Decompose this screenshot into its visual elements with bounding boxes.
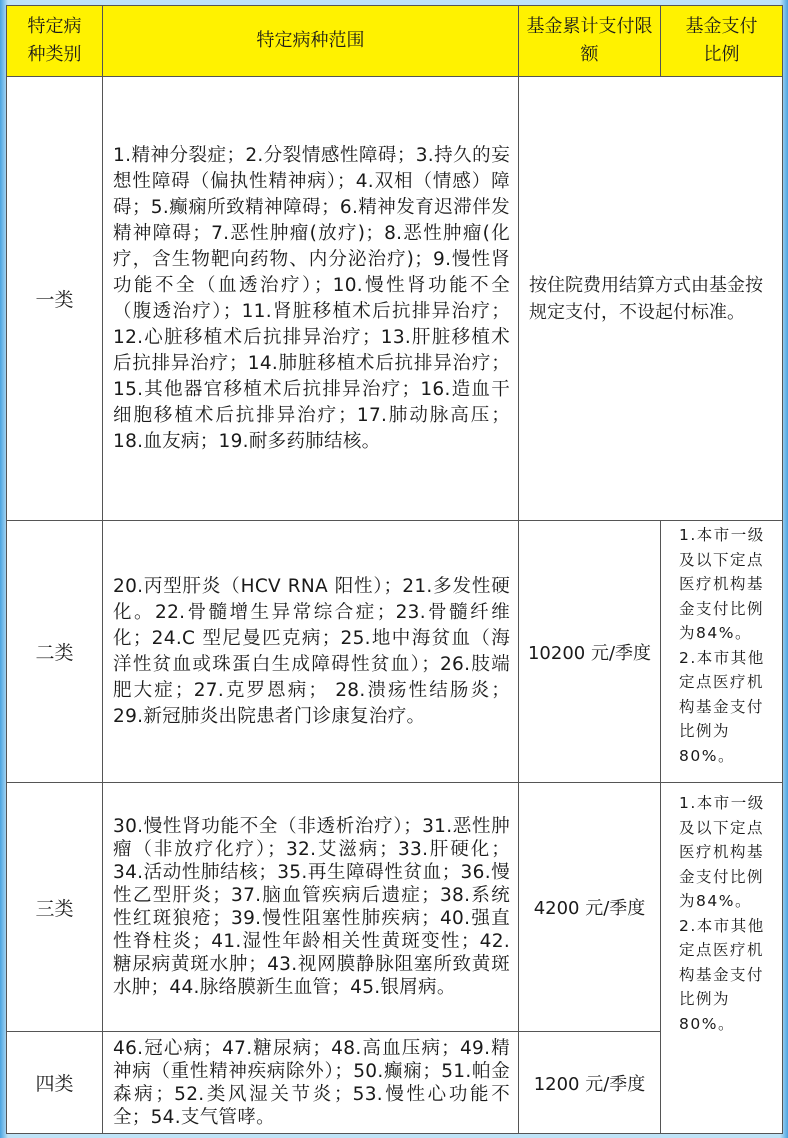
scope-cell: 30.慢性肾功能不全（非透析治疗）；31.恶性肿瘤（非放疗化疗）；32.艾滋病；33.肝硬化；34.活动性肺结核；35.再生障碍性贫血；36.慢性乙型肝炎；37.脑血管疾病后遗症；38.系统性红斑狼疮；39.慢性阻塞性肺疾病；40.强直性脊柱炎；41.湿性年龄相关性黄斑变性；42.糖尿病黄斑水肿；43.视网膜静脉阻塞所致黄斑水肿；44.脉络膜新生血管；45.银屑病。 [103,783,519,1032]
limit-cell: 1200 元/季度 [519,1032,661,1134]
header-limit: 基金累计支付限额 [519,6,661,77]
ratio-line-1: 1.本市一级及以下定点医疗机构基金支付比例为84%。 [679,794,765,910]
disease-table-container [6,5,782,1133]
scope-cell: 1.精神分裂症；2.分裂情感性障碍；3.持久的妄想性障碍（偏执性精神病）；4.双相（情感）障碍；5.癫痫所致精神障碍；6.精神发育迟滞伴发精神障碍；7.恶性肿瘤(放疗)；8.恶性肿瘤(化疗，含生物靶向药物、内分泌治疗)；9.慢性肾功能不全（血透治疗）；10.慢性肾功能不全（腹透治疗）；11.肾脏移植术后抗排异治疗；12.心脏移植术后抗排异治疗；13.肝脏移植术后抗排异治疗；14.肺脏移植术后抗排异治疗；15.其他器官移植术后抗排异治疗；16.造血干细胞移植术后抗排异治疗；17.肺动脉高压；18.血友病；19.耐多药肺结核。 [103,77,519,521]
scope-cell: 46.冠心病；47.糖尿病；48.高血压病；49.精神病（重性精神疾病除外）；50.癫痫；51.帕金森病；52.类风湿关节炎；53.慢性心功能不全；54.支气管哮。 [103,1032,519,1134]
category-cell: 三类 [7,783,103,1032]
header-row [7,6,783,77]
table-row [7,783,783,1032]
ratio-line-2: 2.本市其他定点医疗机构基金支付比例为 80%。 [679,648,765,765]
header-category: 特定病种类别 [7,6,103,77]
category-cell: 二类 [7,521,103,783]
ratio-line-2: 2.本市其他定点医疗机构基金支付比例为 80%。 [679,916,765,1033]
category-cell: 一类 [7,77,103,521]
header-ratio: 基金支付比例 [661,6,783,77]
ratio-cell [661,521,783,783]
limit-ratio-cell: 按住院费用结算方式由基金按规定支付，不设起付标准。 [519,77,783,521]
limit-cell: 4200 元/季度 [519,783,661,1032]
category-cell: 四类 [7,1032,103,1134]
scope-cell: 20.丙型肝炎（HCV RNA 阳性）；21.多发性硬化。22.骨髓增生异常综合症；23.骨髓纤维化；24.C 型尼曼匹克病；25.地中海贫血（海洋性贫血或珠蛋白生成障碍性贫血）；26.肢端肥大症；27.克罗恩病； 28.溃疡性结肠炎；29.新冠肺炎出院患者门诊康复治疗。 [103,521,519,783]
limit-cell: 10200 元/季度 [519,521,661,783]
table-row [7,77,783,521]
table-row [7,521,783,783]
ratio-cell [661,783,783,1134]
special-disease-table [6,5,783,1134]
ratio-line-1: 1.本市一级及以下定点医疗机构基金支付比例为84%。 [679,526,765,642]
header-scope: 特定病种范围 [103,6,519,77]
